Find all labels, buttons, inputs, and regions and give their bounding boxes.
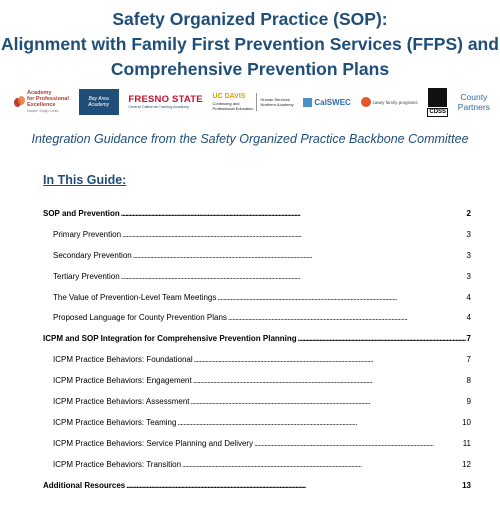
toc-entry-label: SOP and Prevention: [43, 209, 120, 218]
table-of-contents: [43, 208, 471, 500]
toc-entry-page: 4: [466, 292, 471, 302]
toc-entry-page: 4: [466, 313, 471, 323]
casey-family-programs-logo: casey family programs: [361, 97, 418, 107]
toc-dot-leader: [121, 271, 466, 283]
title-line-2: Alignment with Family First Prevention Services (FFPS) and: [1, 34, 499, 54]
toc-entry-page: 3: [466, 271, 471, 281]
casey-mark-icon: [361, 97, 371, 107]
toc-dot-leader: [133, 250, 466, 262]
toc-entry[interactable]: [43, 417, 471, 438]
county-partners-label: County Partners: [457, 92, 490, 112]
cdss-seal-icon: [428, 88, 447, 107]
toc-entry-label: ICPM Practice Behaviors: Engagement: [53, 376, 192, 386]
cdss-logo: CDSS: [427, 88, 448, 117]
toc-entry[interactable]: [43, 312, 471, 333]
toc-entry[interactable]: [43, 438, 471, 459]
in-this-guide-heading: In This Guide:: [43, 173, 127, 187]
toc-entry[interactable]: [43, 333, 471, 354]
toc-entry-label: ICPM Practice Behaviors: Assessment: [53, 397, 190, 407]
toc-dot-leader: [121, 208, 466, 220]
toc-entry[interactable]: [43, 354, 471, 375]
toc-entry[interactable]: [43, 375, 471, 396]
toc-entry[interactable]: [43, 480, 471, 501]
toc-entry-page: 10: [462, 417, 471, 427]
bay-area-academy-logo: Bay Area Academy: [79, 89, 119, 115]
partner-logos-row: [14, 84, 490, 120]
uc-davis-logo: UC DAVIS Continuing and Professional Education Human Services Northern Academy: [212, 93, 294, 111]
toc-dot-leader: [177, 417, 461, 429]
toc-entry-label: ICPM and SOP Integration for Comprehensive Prevention Planning: [43, 334, 297, 344]
toc-dot-leader: [194, 354, 466, 366]
toc-entry[interactable]: [43, 459, 471, 480]
toc-entry-page: 12: [462, 459, 471, 469]
academy-excellence-logo: Academy for Professional Excellence Inspire. Equip. Lead.: [14, 90, 69, 114]
document-title: [0, 0, 500, 82]
toc-entry[interactable]: [43, 208, 471, 229]
title-line-3: Comprehensive Prevention Plans: [110, 59, 390, 79]
toc-entry[interactable]: [43, 271, 471, 292]
calswec-mark-icon: [303, 98, 312, 107]
academy-mark-icon: [14, 95, 25, 109]
toc-dot-leader: [193, 375, 466, 387]
toc-dot-leader: [191, 396, 466, 408]
toc-entry-label: ICPM Practice Behaviors: Service Planning and Delivery: [53, 438, 254, 448]
toc-entry-label: Tertiary Prevention: [53, 271, 120, 281]
toc-entry[interactable]: [43, 292, 471, 313]
toc-entry-page: 11: [462, 438, 471, 448]
toc-entry-page: 3: [466, 250, 471, 260]
toc-entry[interactable]: [43, 229, 471, 250]
toc-entry-label: ICPM Practice Behaviors: Foundational: [53, 355, 193, 365]
toc-entry-page: 7: [466, 334, 471, 344]
toc-dot-leader: [126, 480, 461, 492]
toc-dot-leader: [254, 438, 462, 450]
toc-entry[interactable]: [43, 250, 471, 271]
calswec-logo: CalSWEC: [303, 98, 350, 107]
toc-dot-leader: [217, 292, 465, 304]
toc-dot-leader: [182, 459, 461, 471]
toc-entry-page: 2: [466, 209, 471, 218]
toc-dot-leader: [298, 333, 466, 345]
toc-dot-leader: [122, 229, 466, 241]
toc-entry-label: ICPM Practice Behaviors: Transition: [53, 459, 182, 469]
toc-entry-label: Proposed Language for County Prevention Plans: [53, 313, 227, 323]
toc-entry-page: 7: [466, 355, 471, 365]
fresno-state-logo: FRESNO STATE Central California Training Academy: [128, 93, 203, 109]
toc-entry[interactable]: [43, 396, 471, 417]
toc-entry-page: 9: [466, 397, 471, 407]
toc-dot-leader: [228, 312, 466, 324]
toc-entry-label: The Value of Prevention-Level Team Meetings: [53, 292, 217, 302]
toc-entry-label: Additional Resources: [43, 480, 126, 490]
toc-entry-page: 3: [466, 229, 471, 239]
subtitle: Integration Guidance from the Safety Organized Practice Backbone Committee: [31, 132, 469, 146]
toc-entry-label: ICPM Practice Behaviors: Teaming: [53, 417, 177, 427]
title-line-1: Safety Organized Practice (SOP):: [112, 9, 388, 29]
toc-entry-page: 13: [462, 480, 471, 490]
toc-entry-label: Secondary Prevention: [53, 250, 132, 260]
toc-entry-label: Primary Prevention: [53, 229, 122, 239]
toc-entry-page: 8: [466, 376, 471, 386]
